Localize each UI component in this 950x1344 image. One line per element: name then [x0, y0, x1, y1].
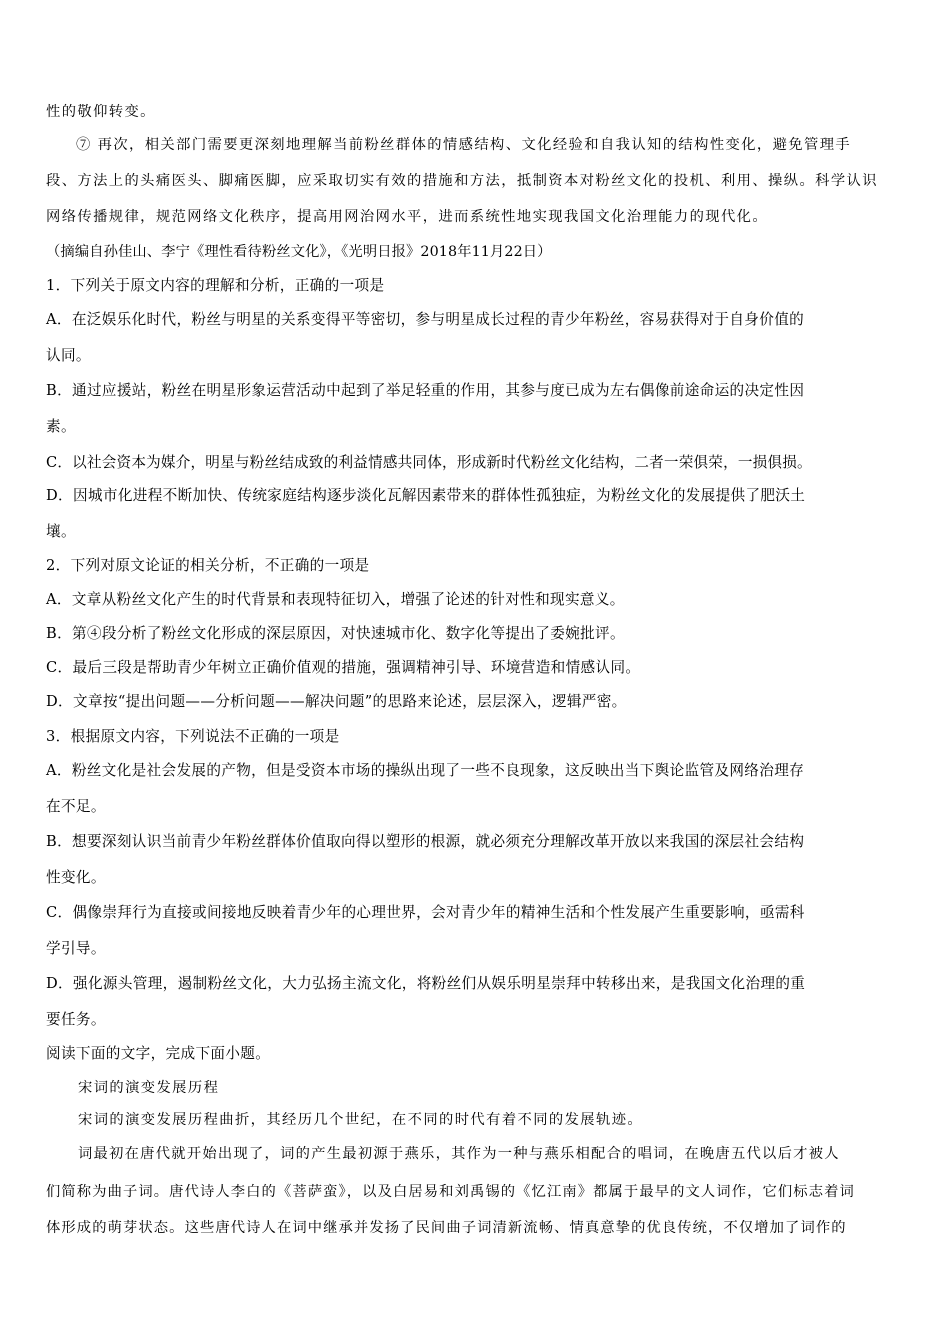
- question-1-option-d: D．因城市化进程不断加快、传统家庭结构逐步淡化瓦解因素带来的群体性孤独症，为粉丝文化的发展提供了肥沃土: [46, 487, 806, 504]
- article-intro: 宋词的演变发展历程曲折，其经历几个世纪，在不同的时代有着不同的发展轨迹。: [78, 1112, 644, 1128]
- question-1-option-a: A．在泛娱乐化时代，粉丝与明星的关系变得平等密切，参与明星成长过程的青少年粉丝，容易获得对于自身价值的: [46, 311, 805, 328]
- paragraph-7-line-1: ⑦ 再次，相关部门需要更深刻地理解当前粉丝群体的情感结构、文化经验和自我认知的结构性变化，避免管理手: [76, 137, 852, 153]
- question-1-option-a-cont: 认同。: [46, 347, 91, 364]
- question-3-option-a: A．粉丝文化是社会发展的产物，但是受资本市场的操纵出现了一些不良现象，这反映出当下舆论监管及网络治理存: [46, 762, 805, 779]
- paragraph-6-tail: 性的敬仰转变。: [46, 104, 156, 120]
- question-3-option-d-cont: 要任务。: [46, 1011, 106, 1028]
- question-1-option-d-cont: 壤。: [46, 523, 76, 540]
- question-1-option-c: C．以社会资本为媒介，明星与粉丝结成致的利益情感共同体，形成新时代粉丝文化结构，二者一荣俱荣，一损俱损。: [46, 454, 812, 471]
- question-3-option-b-cont: 性变化。: [46, 869, 106, 886]
- question-1-option-b-cont: 素。: [46, 418, 76, 435]
- article-title: 宋词的演变发展历程: [78, 1080, 220, 1096]
- question-3-option-a-cont: 在不足。: [46, 798, 106, 815]
- question-3-option-c-cont: 学引导。: [46, 940, 106, 957]
- question-2-option-c: C．最后三段是帮助青少年树立正确价值观的措施，强调精神引导、环境营造和情感认同。: [46, 659, 641, 676]
- question-3-stem: 3．根据原文内容，下列说法不正确的一项是: [46, 728, 340, 745]
- question-3-option-d: D．强化源头管理，遏制粉丝文化，大力弘扬主流文化，将粉丝们从娱乐明星崇拜中转移出来，是我国文化治理的重: [46, 975, 806, 992]
- question-2-option-b: B．第④段分析了粉丝文化形成的深层原因，对快速城市化、数字化等提出了委婉批评。: [46, 625, 625, 642]
- paragraph-7-line-2: 段、方法上的头痛医头、脚痛医脚，应采取切实有效的措施和方法，抵制资本对粉丝文化的投机、利用、操纵。科学认识: [46, 173, 878, 189]
- article-paragraph-1-line-3: 体形成的萌芽状态。这些唐代诗人在词中继承并发扬了民间曲子词清新流畅、情真意挚的优良传统，不仅增加了词作的: [46, 1220, 847, 1236]
- question-1-stem: 1．下列关于原文内容的理解和分析，正确的一项是: [46, 277, 385, 294]
- question-2-option-d: D．文章按“提出问题——分析问题——解决问题”的思路来论述，层层深入，逻辑严密。: [46, 693, 627, 710]
- question-1-option-b: B．通过应援站，粉丝在明星形象运营活动中起到了举足轻重的作用，其参与度已成为左右偶像前途命运的决定性因: [46, 382, 805, 399]
- question-3-option-c: C．偶像崇拜行为直接或间接地反映着青少年的心理世界，会对青少年的精神生活和个性发展产生重要影响，亟需科: [46, 904, 805, 921]
- reading-instruction: 阅读下面的文字，完成下面小题。: [46, 1045, 271, 1062]
- article-paragraph-1-line-2: 们简称为曲子词。唐代诗人李白的《菩萨蛮》，以及白居易和刘禹锡的《忆江南》都属于最早的文人词作，它们标志着词: [46, 1184, 855, 1200]
- question-2-option-a: A．文章从粉丝文化产生的时代背景和表现特征切入，增强了论述的针对性和现实意义。: [46, 591, 625, 608]
- article-paragraph-1-line-1: 词最初在唐代就开始出现了，词的产生最初源于燕乐，其作为一种与燕乐相配合的唱词，在晚唐五代以后才被人: [78, 1146, 840, 1162]
- source-citation: （摘编自孙佳山、李宁《理性看待粉丝文化》，《光明日报》2018年11月22日）: [46, 244, 552, 260]
- question-3-option-b: B．想要深刻认识当前青少年粉丝群体价值取向得以塑形的根源，就必须充分理解改革开放以来我国的深层社会结构: [46, 833, 805, 850]
- question-2-stem: 2．下列对原文论证的相关分析，不正确的一项是: [46, 557, 370, 574]
- paragraph-7-line-3: 网络传播规律，规范网络文化秩序，提高用网治网水平，进而系统性地实现我国文化治理能力的现代化。: [46, 209, 769, 225]
